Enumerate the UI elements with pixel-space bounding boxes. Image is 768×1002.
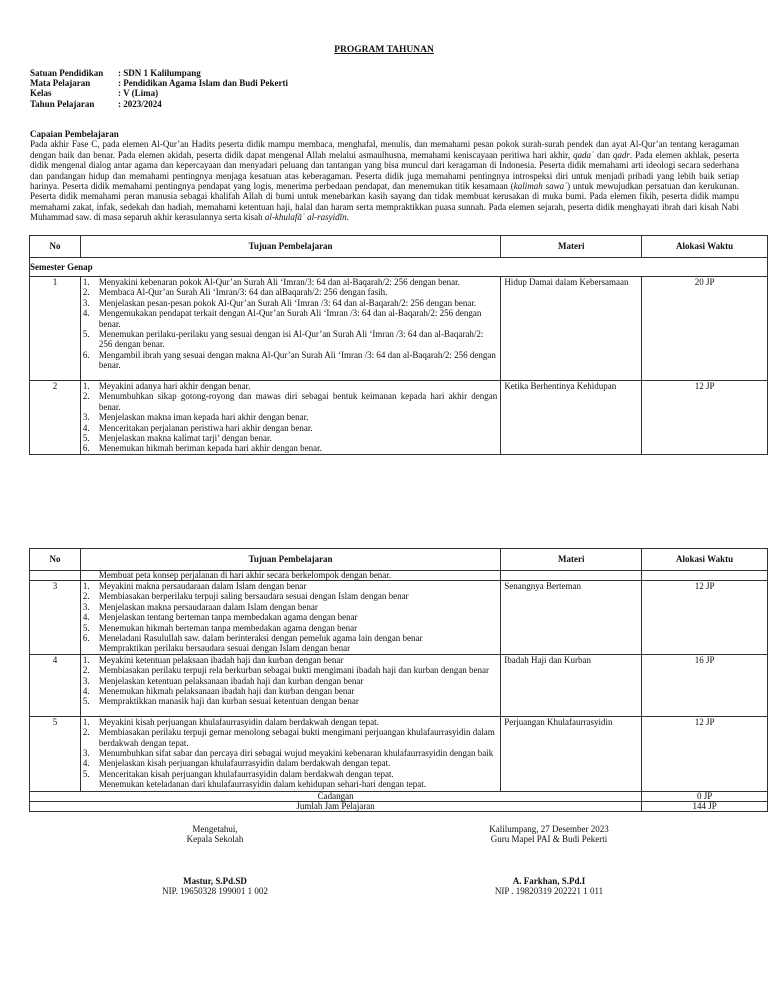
capaian-paragraph (30, 139, 739, 222)
item-number: 2. (82, 391, 90, 402)
item-number: 3. (82, 412, 90, 423)
capaian-text: Pada akhir Fase C, pada elemen Al-Qur’an Hadits peserta didik mampu membaca, menghafal, menulis, dan memahami pesan pokok surah-surah pendek dan ayat Al-Qur’an tentang keragaman dengan baik dan benar. Pada elemen akidah, peserta didik dapat mengenal Allah melalui asmaulhusna, memahami keniscayaan peritiwa hari akhir, (30, 139, 739, 160)
jumlah-value: 144 JP (642, 801, 768, 811)
document-title: PROGRAM TAHUNAN (334, 45, 434, 55)
item-number: 6. (82, 349, 90, 360)
tujuan-item (81, 717, 500, 727)
item-text: Meyakini ketentuan pelaksaan ibadah haji dan kurban dengan benar (98, 654, 344, 665)
item-number: 3. (82, 601, 90, 612)
item-text: Mempraktikkan manasik haji dan kurban sesuai ketentuan dengan benar (98, 696, 359, 707)
tujuan-item (81, 423, 500, 433)
item-text: Meneladani Rasulullah saw. dalam berinteraksi dengan pemeluk agama lain dengan benar (98, 633, 423, 644)
item-text: Menjelaskan kisah perjuangan khulafaurrasyidin dalam berdakwah dengan tepat. (98, 758, 391, 769)
item-number: 4. (82, 422, 90, 433)
item-text: Menjelaskan ketentuan pelaksanaan ibadah haji dan kurban dengan benar (98, 675, 364, 686)
tujuan-list (81, 381, 500, 454)
item-number: 1. (82, 381, 90, 391)
capaian-heading: Capaian Pembelajaran (30, 129, 119, 139)
item-number: 5. (82, 433, 90, 444)
capaian-term: kalimah sawaʾ (513, 181, 568, 192)
capaian-term: qadr (612, 149, 630, 160)
row-materi: Senangnya Berteman (501, 581, 642, 655)
table-header-row (30, 236, 768, 258)
tujuan-item (81, 391, 500, 412)
tujuan-item (81, 727, 500, 748)
capaian-text: ) untuk mewujudkan persatuan dan kerukunan. Peserta didik memahami peran manusia sebagai khalifah Allah di bumi untuk menebarkan kasih sayang dan tidak membuat kerusakan di muka bumi. Pada elemen fikih, peserta didik mampu memahami zakat, infak, sedekah dan hadiah, memahami ketentuan haji, halal dan haram serta mempraktikkan puasa sunnah. Pada elemen sejarah, peserta didik menghayati ibrah dari kisah Nabi Muhammad saw. di masa separuh akhir kerasulannya serta kisah (30, 181, 739, 223)
tujuan-item (81, 433, 500, 443)
tujuan-item (81, 381, 500, 391)
tujuan-list (81, 655, 500, 707)
item-text: Menemukan hikmah berteman tanpa membedakan agama dengan benar (98, 622, 358, 633)
capaian-text: dan (596, 149, 610, 160)
item-number: 1. (82, 654, 90, 665)
row-materi: Ketika Berhentinya Kehidupan (501, 381, 642, 455)
header-no: No (30, 549, 81, 571)
tujuan-extra: Menemukan keteladanan dari khulafaurrasyidin dalam kehidupan sehari-hari dengan tepat. (98, 779, 427, 790)
item-text: Membaca Al-Qur’an Surah Ali ‘Imran/3: 64 dan alBaqarah/2: 256 dengan fasih. (98, 287, 388, 298)
item-text: Menemukan hikmah beriman kepada hari akhir dengan benar. (98, 443, 322, 454)
item-number: 4. (82, 686, 90, 697)
item-number: 2. (82, 665, 90, 676)
capaian-section (30, 129, 739, 223)
item-number: 4. (82, 308, 90, 319)
identity-value: : SDN 1 Kalilumpang (118, 68, 201, 78)
row-tujuan (80, 381, 500, 455)
table-row (30, 581, 768, 655)
item-text: Mengambil ibrah yang sesuai dengan makna Al-Qur’an Surah Ali ‘Imran /3: 64 dan al-Baqarah/2: 256 dengan benar. (98, 349, 496, 371)
item-number: 2. (82, 287, 90, 298)
sign-line2: Guru Mapel PAI & Budi Pekerti (490, 834, 608, 845)
header-alokasi: Alokasi Waktu (642, 236, 768, 258)
tujuan-list (81, 277, 500, 371)
capaian-text: . Pada elemen akhlak, peserta didik mengenal dialog antar agama dan kepercayaan dan menyadari peluang dan tantangan yang bisa muncul dari keragaman di Indonesia. Peserta didik memahami arti ideologi secara sederhana dan pandangan hidup dan memahami pentingnya menjaga kesatuan atas keberagaman. Peserta didik juga memahami pentingnya introspeksi diri untuk menjadi pribadi yang lebih baik setiap harinya. Peserta didik memahami pentingnya pendapat yang logis, menerima perbedaan pendapat, dan menemukan titik kesamaan ( (30, 149, 740, 192)
tujuan-item (81, 655, 500, 665)
jumlah-label: Jumlah Jam Pelajaran (30, 801, 642, 811)
tujuan-item (81, 412, 500, 422)
tujuan-item (81, 686, 500, 696)
item-text: Membiasakan perilaku terpuji rela berkurban sebagai bukti mengimani ibadah haji dan kurban dengan benar (98, 665, 490, 676)
sign-name: A. Farkhan, S.Pd.I (512, 875, 586, 886)
sign-line1: Mengetahui, (192, 824, 238, 834)
tujuan-item (81, 623, 500, 633)
item-number: 2. (82, 591, 90, 602)
row-tujuan (80, 581, 500, 655)
identity-label: Mata Pelajaran (30, 78, 91, 89)
signature-headmaster (140, 824, 290, 897)
row-no: 5 (30, 716, 81, 791)
tujuan-item (81, 350, 500, 371)
cadangan-label: Cadangan (30, 791, 642, 801)
row-materi: Hidup Damai dalam Kebersamaan (501, 277, 642, 381)
header-tujuan: Tujuan Pembelajaran (80, 236, 500, 258)
identity-row (30, 78, 288, 88)
item-number: 1. (82, 716, 90, 727)
identity-label: Kelas (30, 88, 52, 99)
tujuan-extra: Mempraktikan perilaku bersaudara sesuai dengan Islam dengan benar (98, 643, 351, 654)
item-number: 3. (82, 297, 90, 308)
header-alokasi: Alokasi Waktu (642, 549, 768, 571)
row-materi: Ibadah Haji dan Kurban (501, 654, 642, 716)
identity-value: : V (Lima) (118, 88, 159, 99)
item-text: Menumbuhkan sifat sabar dan percaya diri sebagai wujud meyakini kebenaran khulafaurrasyidin dengan baik (98, 748, 494, 759)
item-text: Menceritakan perjalanan peristiwa hari akhir dengan benar. (98, 422, 313, 433)
item-text: Menjelaskan makna iman kepada hari akhir dengan benar. (98, 412, 309, 423)
tujuan-item (81, 758, 500, 768)
item-text: Membiasakan perilaku terpuji gemar menolong sebagai bukti mengimani perjuangan khulafaurrasyidin dalam berdakwah dengan tepat. (98, 727, 495, 748)
item-text: Menemukan hikmah pelaksanaan ibadah haji dan kurban dengan benar (98, 686, 355, 697)
semester-label: Semester Genap (30, 258, 768, 277)
tujuan-list (81, 581, 500, 643)
identity-label: Satuan Pendidikan (30, 68, 104, 78)
tujuan-item (81, 665, 500, 675)
tujuan-item (81, 329, 500, 350)
item-text: Mengemukakan pendapat terkait dengan Al-Qur’an Surah Ali ‘Imran /3: 64 dan al-Baqarah/2: 256 dengan benar. (98, 308, 482, 329)
item-text: Menjelaskan tentang berteman tanpa membedakan agama dengan benar (98, 612, 358, 623)
program-table-1 (29, 235, 768, 455)
table-row (30, 381, 768, 455)
identity-block (30, 68, 288, 109)
signature-teacher (464, 824, 634, 897)
row-materi: Perjuangan Khulafaurrasyidin (501, 716, 642, 791)
item-number: 1. (82, 581, 90, 591)
cadangan-row (30, 791, 768, 801)
item-number: 5. (82, 329, 90, 340)
tujuan-list (81, 717, 500, 779)
item-number: 3. (82, 675, 90, 686)
capaian-text: . (346, 212, 349, 223)
cadangan-value: 0 JP (642, 791, 768, 801)
identity-label: Tahun Pelajaran (30, 98, 95, 109)
row-no: 2 (30, 381, 81, 455)
tujuan-item (81, 748, 500, 758)
row-no: 4 (30, 654, 81, 716)
jumlah-row (30, 801, 768, 811)
header-tujuan: Tujuan Pembelajaran (80, 549, 500, 571)
row-alokasi: 20 JP (642, 277, 768, 381)
sign-nip: NIP . 19820319 202221 1 011 (494, 886, 604, 897)
semester-row (30, 258, 768, 277)
item-text: Membiasakan berperilaku terpuji saling bersaudara sesuai dengan Islam dengan benar (98, 591, 409, 602)
continuation-row (30, 571, 768, 581)
header-materi: Materi (501, 549, 642, 571)
table-row (30, 654, 768, 716)
capaian-term: qadaʾ (573, 149, 595, 160)
program-table-2 (29, 548, 768, 812)
tujuan-item (81, 308, 500, 329)
identity-value: : Pendidikan Agama Islam dan Budi Pekerti (118, 78, 289, 89)
sign-line1: Kalilumpang, 27 Desember 2023 (489, 824, 609, 834)
tujuan-item (81, 769, 500, 779)
row-alokasi: 12 JP (642, 581, 768, 655)
row-no (30, 571, 81, 581)
tujuan-item (81, 277, 500, 287)
item-text: Menceritakan kisah perjuangan khulafaurrasyidin dalam berdakwah dengan tepat. (98, 768, 394, 779)
tujuan-item (81, 298, 500, 308)
table-row (30, 716, 768, 791)
table-header-row (30, 549, 768, 571)
item-number: 6. (82, 443, 90, 454)
item-number: 4. (82, 612, 90, 623)
item-number: 5. (82, 696, 90, 707)
row-alokasi: 12 JP (642, 381, 768, 455)
item-text: Menjelaskan pesan-pesan pokok Al-Qur’an Surah Ali ‘Imran /3: 64 dan al-Baqarah/2: 256 dengan benar. (98, 297, 477, 308)
capaian-term: al-khulafāʾ al-rasyidīn (264, 212, 347, 223)
item-text: Meyakini adanya hari akhir dengan benar. (98, 381, 251, 391)
row-alokasi: 16 JP (642, 654, 768, 716)
item-text: Meyakini kisah perjuangan khulafaurrasyidin dalam berdakwah dengan tepat. (98, 716, 379, 727)
item-number: 6. (82, 633, 90, 644)
table-row (30, 277, 768, 381)
tujuan-item (81, 676, 500, 686)
item-number: 4. (82, 758, 90, 769)
continuation-text: Membuat peta konsep perjalanan di hari akhir secara berkelompok dengan benar. (80, 571, 500, 581)
sign-name: Mastur, S.Pd.SD (183, 875, 247, 886)
tujuan-item (81, 633, 500, 643)
row-alokasi: 12 JP (642, 716, 768, 791)
item-text: Menyakini kebenaran pokok Al-Qur’an Surah Ali ‘Imran/3: 64 dan al-Baqarah/2: 256 dengan benar. (98, 277, 460, 287)
tujuan-item (81, 696, 500, 706)
row-materi (501, 571, 642, 581)
sign-line2: Kepala Sekolah (186, 834, 244, 845)
item-text: Meyakini makna persaudaraan dalam Islam dengan benar (98, 581, 307, 591)
tujuan-item (81, 602, 500, 612)
identity-value: : 2023/2024 (118, 98, 162, 109)
item-text: Menjelaskan makna persaudaraan dalam Islam dengan benar (98, 601, 318, 612)
identity-row (30, 99, 288, 109)
row-tujuan (80, 654, 500, 716)
item-text: Menjelaskan makna kalimat tarji’ dengan benar. (98, 433, 272, 444)
item-number: 1. (82, 277, 90, 287)
row-no: 1 (30, 277, 81, 381)
item-number: 5. (82, 768, 90, 779)
sign-nip: NIP. 19650328 199001 1 002 (162, 886, 268, 897)
tujuan-item (81, 287, 500, 297)
identity-row (30, 68, 288, 78)
row-tujuan (80, 716, 500, 791)
item-text: Menumbuhkan sikap gotong-royong dan mawas diri sebagai bentuk keimanan kepada hari akhir dengan benar. (98, 391, 498, 412)
identity-row (30, 88, 288, 98)
tujuan-item (81, 591, 500, 601)
item-number: 5. (82, 622, 90, 633)
row-tujuan (80, 277, 500, 381)
tujuan-item (81, 443, 500, 453)
item-number: 3. (82, 748, 90, 759)
header-no: No (30, 236, 81, 258)
tujuan-item (81, 612, 500, 622)
row-no: 3 (30, 581, 81, 655)
item-number: 2. (82, 727, 90, 738)
header-materi: Materi (501, 236, 642, 258)
item-text: Menemukan perilaku-perilaku yang sesuai dengan isi Al-Qur’an Surah Ali ‘Imran /3: 64 dan al-Baqarah/2: 256 dengan benar. (98, 329, 484, 350)
tujuan-item (81, 581, 500, 591)
row-alokasi (642, 571, 768, 581)
